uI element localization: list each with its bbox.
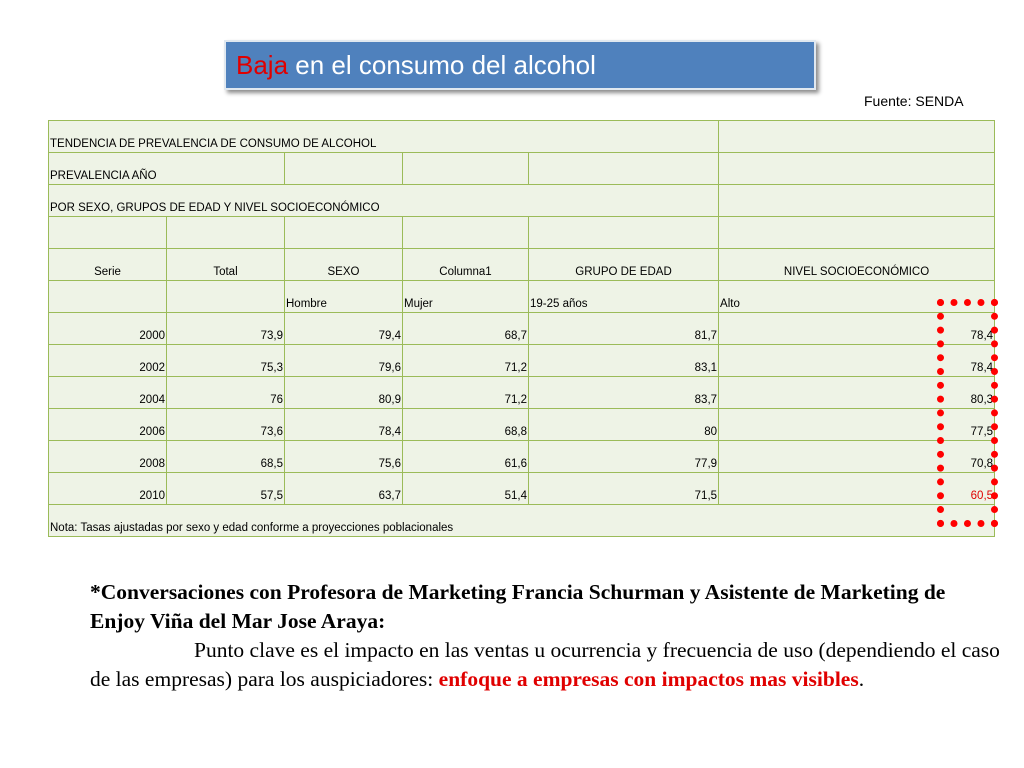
header-grupo-edad: GRUPO DE EDAD <box>529 249 719 281</box>
cell-mujer: 68,8 <box>403 409 529 441</box>
source-label: Fuente: SENDA <box>864 93 964 109</box>
cell-total: 73,9 <box>167 313 285 345</box>
cell-serie: 2006 <box>49 409 167 441</box>
cell-serie: 2000 <box>49 313 167 345</box>
table-row <box>49 377 995 409</box>
key-point-text: Punto clave es el impacto en las ventas u ocurrencia y frecuencia de uso (dependiendo el caso de las empresas) para los auspiciadores: <box>90 638 1000 691</box>
cell-mujer: 68,7 <box>403 313 529 345</box>
header-columna1: Columna1 <box>403 249 529 281</box>
cell-hombre: 79,6 <box>285 345 403 377</box>
header-serie: Serie <box>49 249 167 281</box>
body-text <box>90 578 1000 694</box>
table-subtitle-1: PREVALENCIA AÑO <box>49 153 285 185</box>
table-subtitle-row <box>49 153 995 185</box>
cell-total: 73,6 <box>167 409 285 441</box>
header-total: Total <box>167 249 285 281</box>
table-subtitle-row <box>49 185 995 217</box>
subheader-cell <box>49 281 167 313</box>
cell-total: 76 <box>167 377 285 409</box>
cell-total: 57,5 <box>167 473 285 505</box>
table-row <box>49 409 995 441</box>
cell-hombre: 75,6 <box>285 441 403 473</box>
table-row <box>49 473 995 505</box>
subheader-hombre: Hombre <box>285 281 403 313</box>
cell-mujer: 71,2 <box>403 377 529 409</box>
cell-alto: 80,3 <box>719 377 995 409</box>
cell-age: 83,1 <box>529 345 719 377</box>
table-row <box>49 313 995 345</box>
cell-total: 68,5 <box>167 441 285 473</box>
title-rest: en el consumo del alcohol <box>288 50 596 80</box>
header-sexo: SEXO <box>285 249 403 281</box>
cell-serie: 2010 <box>49 473 167 505</box>
cell-mujer: 51,4 <box>403 473 529 505</box>
highlight-dotted-box <box>937 299 998 527</box>
table-header-row <box>49 249 995 281</box>
cell-age: 83,7 <box>529 377 719 409</box>
table-subtitle-2: POR SEXO, GRUPOS DE EDAD Y NIVEL SOCIOECONÓMICO <box>49 185 719 217</box>
table-title: TENDENCIA DE PREVALENCIA DE CONSUMO DE ALCOHOL <box>49 121 719 153</box>
cell-serie: 2002 <box>49 345 167 377</box>
cell-mujer: 71,2 <box>403 345 529 377</box>
cell-alto: 70,8 <box>719 441 995 473</box>
table-subheader-row <box>49 281 995 313</box>
header-nivel: NIVEL SOCIOECONÓMICO <box>719 249 995 281</box>
table-note: Nota: Tasas ajustadas por sexo y edad conforme a proyecciones poblacionales <box>49 505 995 537</box>
end-punctuation: . <box>858 667 865 691</box>
table-note-row <box>49 505 995 537</box>
cell-mujer: 61,6 <box>403 441 529 473</box>
cell-alto: 78,4 <box>719 313 995 345</box>
title-highlight: Baja <box>236 50 289 80</box>
cell-age: 71,5 <box>529 473 719 505</box>
table-row <box>49 441 995 473</box>
subheader-mujer: Mujer <box>403 281 529 313</box>
cell-age: 81,7 <box>529 313 719 345</box>
cell-age: 80 <box>529 409 719 441</box>
subheader-cell <box>167 281 285 313</box>
cell-hombre: 63,7 <box>285 473 403 505</box>
cell-alto-highlighted: 60,5 <box>719 473 995 505</box>
cell-age: 77,9 <box>529 441 719 473</box>
table-title-row <box>49 121 995 153</box>
cell-alto: 77,5 <box>719 409 995 441</box>
cell-serie: 2008 <box>49 441 167 473</box>
slide-title <box>224 40 816 90</box>
cell-hombre: 80,9 <box>285 377 403 409</box>
subheader-alto: Alto <box>719 281 995 313</box>
conversation-heading: *Conversaciones con Profesora de Marketing Francia Schurman y Asistente de Marketing de Enjoy Viña del Mar Jose Araya: <box>90 580 946 633</box>
cell-total: 75,3 <box>167 345 285 377</box>
emphasis-text: enfoque a empresas con impactos mas visibles <box>438 667 859 691</box>
cell-serie: 2004 <box>49 377 167 409</box>
cell-alto: 78,4 <box>719 345 995 377</box>
table-row <box>49 345 995 377</box>
table-empty-row <box>49 217 995 249</box>
subheader-age: 19-25 años <box>529 281 719 313</box>
cell-hombre: 79,4 <box>285 313 403 345</box>
cell-hombre: 78,4 <box>285 409 403 441</box>
prevalence-table <box>48 120 995 537</box>
